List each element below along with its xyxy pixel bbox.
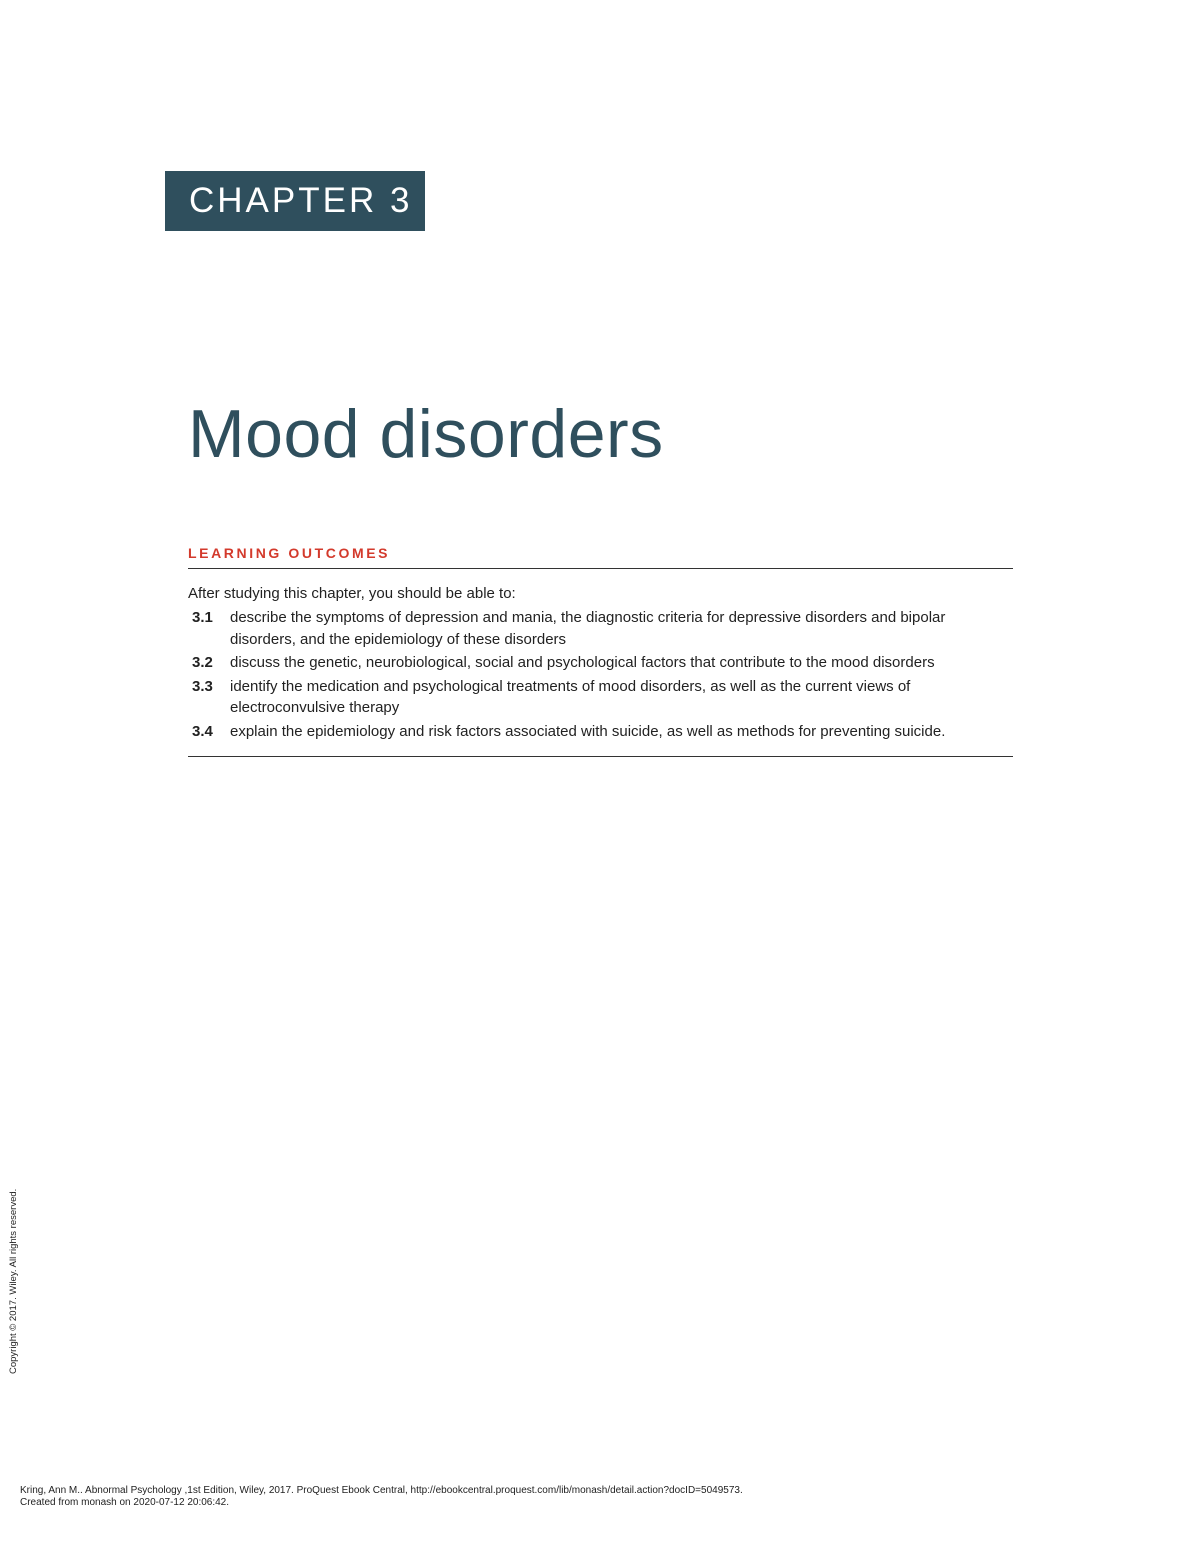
outcome-text: explain the epidemiology and risk factors associated with suicide, as well as methods for preventing suicide. bbox=[230, 722, 946, 740]
learning-outcomes bbox=[188, 544, 1013, 757]
copyright-notice: Copyright © 2017. Wiley. All rights reserved. bbox=[8, 1188, 19, 1374]
citation-footer bbox=[20, 1485, 743, 1509]
created-from-line: Created from monash on 2020-07-12 20:06:42. bbox=[20, 1497, 230, 1508]
outcome-number: 3.4 bbox=[192, 722, 213, 740]
outcome-number: 3.1 bbox=[192, 609, 213, 626]
outcome-text: describe the symptoms of depression and mania, the diagnostic criteria for depressive disorders and bipolar disorders, and the epidemiology of these disorders bbox=[230, 609, 946, 648]
outcome-item bbox=[188, 607, 1013, 650]
outcome-number: 3.2 bbox=[192, 654, 213, 671]
outcome-number: 3.3 bbox=[192, 677, 213, 695]
outcome-item bbox=[188, 676, 1013, 719]
learning-outcomes-heading: LEARNING OUTCOMES bbox=[188, 544, 1013, 569]
chapter-title: Mood disorders bbox=[188, 396, 664, 472]
outcome-item bbox=[188, 721, 1013, 743]
chapter-badge: CHAPTER 3 bbox=[165, 171, 425, 231]
learning-outcomes-intro: After studying this chapter, you should be able to: bbox=[188, 585, 516, 602]
outcome-text: discuss the genetic, neurobiological, social and psychological factors that contribute to the mood disorders bbox=[230, 654, 935, 671]
outcome-text: identify the medication and psychological treatments of mood disorders, as well as the current views of electroconvulsive therapy bbox=[230, 677, 911, 716]
citation-line: Kring, Ann M.. Abnormal Psychology ,1st Edition, Wiley, 2017. ProQuest Ebook Central, http://ebookcentral.proquest.com/lib/monash/detail.action?docID=5049573. bbox=[20, 1485, 743, 1496]
learning-outcomes-list bbox=[188, 607, 1013, 757]
outcome-item bbox=[188, 652, 1013, 674]
